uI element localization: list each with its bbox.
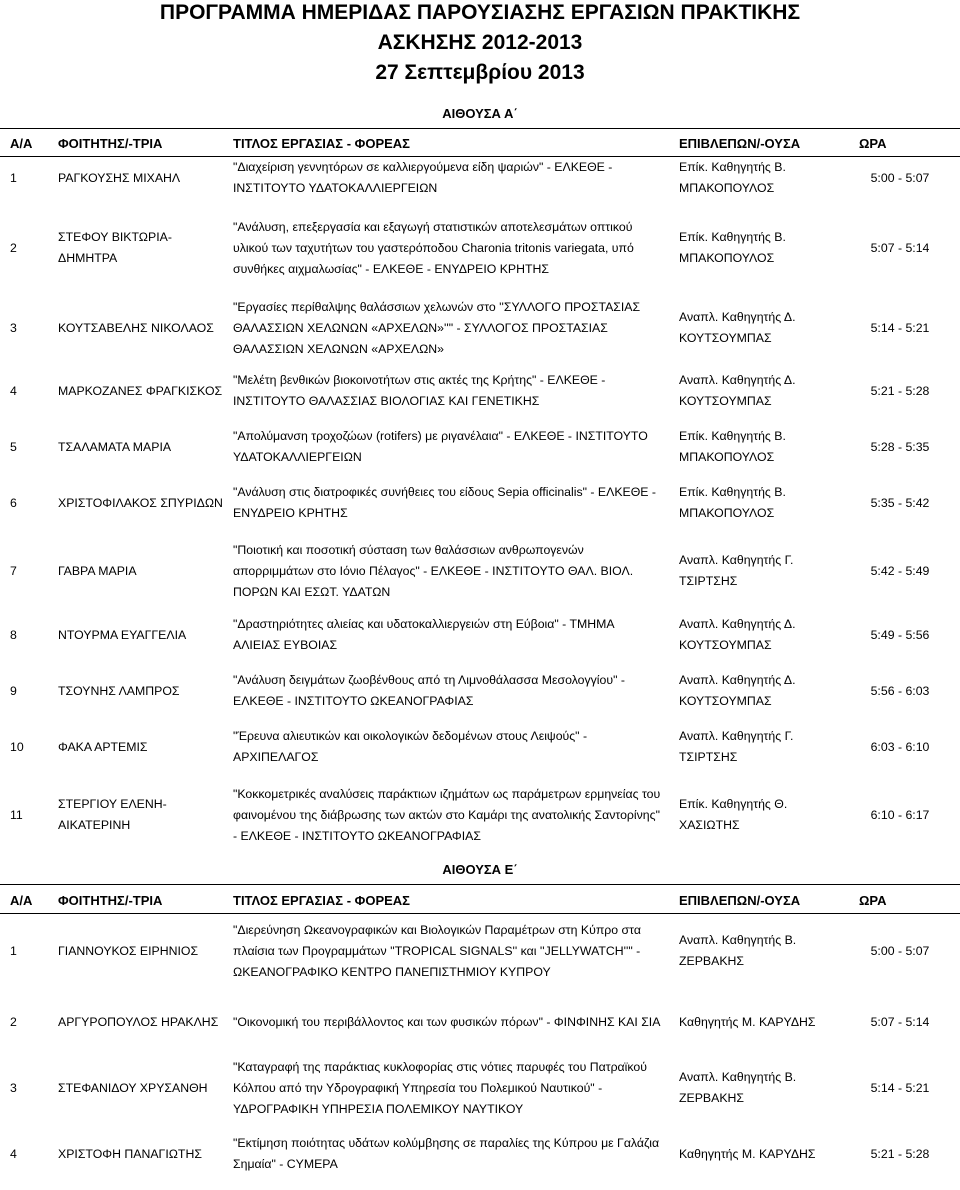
- row-number: 1: [10, 943, 17, 958]
- supervisor: Καθηγητής Μ. ΚΑΡΥΔΗΣ: [679, 1014, 816, 1029]
- project-title: "Διερεύνηση Ωκεανογραφικών και Βιολογικών Παραμέτρων στη Κύπρο στα πλαίσια των Προγραμμάτων ''TROPICAL SIGNALS'' και ''JELLYWATCH''" - ΩΚΕΑΝΟΓΡΑΦΙΚΟ ΚΕΝΤΡΟ ΠΑΝΕΠΙΣΤΗΜΙΟΥ ΚΥΠΡΟΥ: [233, 922, 641, 979]
- row-number: 4: [10, 1146, 17, 1161]
- supervisor: Επίκ. Καθηγητής Β. ΜΠΑΚΟΠΟΥΛΟΣ: [679, 160, 786, 195]
- row-number: 5: [10, 439, 17, 454]
- project-title: "Εκτίμηση ποιότητας υδάτων κολύμβησης σε παραλίες της Κύπρου με Γαλάζια Σημαία" - CYMEPA: [233, 1136, 660, 1171]
- project-title: "Έρευνα αλιευτικών και οικολογικών δεδομένων στους Λειψούς" - ΑΡΧΙΠΕΛΑΓΟΣ: [233, 729, 588, 764]
- row-number: 10: [10, 739, 24, 754]
- student-name: ΜΑΡΚΟΖΑΝΕΣ ΦΡΑΓΚΙΣΚΟΣ: [58, 383, 223, 398]
- col-header-student: ΦΟΙΤΗΤΗΣ/-ΤΡΙΑ: [58, 893, 163, 908]
- col-header-num: Α/Α: [10, 136, 33, 151]
- time-slot: 5:00 - 5:07: [870, 943, 930, 958]
- time-slot: 5:14 - 5:21: [870, 320, 930, 335]
- row-number: 8: [10, 627, 17, 642]
- header-bottom-rule: [0, 913, 960, 914]
- row-number: 6: [10, 495, 17, 510]
- row-number: 3: [10, 320, 17, 335]
- col-header-title: ΤΙΤΛΟΣ ΕΡΓΑΣΙΑΣ - ΦΟΡΕΑΣ: [233, 893, 410, 908]
- time-slot: 5:21 - 5:28: [870, 383, 930, 398]
- col-header-time: ΩΡΑ: [859, 893, 887, 908]
- time-slot: 5:21 - 5:28: [870, 1146, 930, 1161]
- row-number: 1: [10, 170, 17, 185]
- project-title: "Καταγραφή της παράκτιας κυκλοφορίας στις νότιες παρυφές του Πατραϊκού Κόλπου από την Υδρογραφική Υπηρεσία του Πολεμικού Ναυτικού" - ΥΔΡΟΓΡΑΦΙΚΗ ΥΠΗΡΕΣΙΑ ΠΟΛΕΜΙΚΟΥ ΝΑΥΤΙΚΟΥ: [233, 1059, 647, 1116]
- row-number: 2: [10, 1014, 17, 1029]
- row-number: 9: [10, 683, 17, 698]
- supervisor: Αναπλ. Καθηγητής Β. ΖΕΡΒΑΚΗΣ: [679, 933, 797, 968]
- page-title-line-2: ΑΣΚΗΣΗΣ 2012-2013: [377, 31, 583, 54]
- supervisor: Επίκ. Καθηγητής Θ. ΧΑΣΙΩΤΗΣ: [679, 797, 788, 832]
- time-slot: 6:03 - 6:10: [870, 739, 930, 754]
- supervisor: Αναπλ. Καθηγητής Δ. ΚΟΥΤΣΟΥΜΠΑΣ: [679, 373, 796, 408]
- row-number: 2: [10, 240, 17, 255]
- time-slot: 5:07 - 5:14: [870, 1014, 930, 1029]
- col-header-student: ΦΟΙΤΗΤΗΣ/-ΤΡΙΑ: [58, 136, 163, 151]
- time-slot: 5:42 - 5:49: [870, 563, 930, 578]
- table-top-rule: [0, 884, 960, 885]
- time-slot: 5:14 - 5:21: [870, 1080, 930, 1095]
- supervisor: Επίκ. Καθηγητής Β. ΜΠΑΚΟΠΟΥΛΟΣ: [679, 429, 786, 464]
- project-title: "Δραστηριότητες αλιείας και υδατοκαλλιεργειών στη Εύβοια" - ΤΜΗΜΑ ΑΛΙΕΙΑΣ ΕΥΒΟΙΑΣ: [233, 617, 614, 652]
- supervisor: Επίκ. Καθηγητής Β. ΜΠΑΚΟΠΟΥΛΟΣ: [679, 230, 786, 265]
- student-name: ΝΤΟΥΡΜΑ ΕΥΑΓΓΕΛΙΑ: [58, 627, 187, 642]
- project-title: "Μελέτη βενθικών βιοκοινοτήτων στις ακτές της Κρήτης" - ΕΛΚΕΘΕ - ΙΝΣΤΙΤΟΥΤΟ ΘΑΛΑΣΣΙΑΣ ΒΙΟΛΟΓΙΑΣ ΚΑΙ ΓΕΝΕΤΙΚΗΣ: [233, 373, 606, 408]
- time-slot: 5:07 - 5:14: [870, 240, 930, 255]
- project-title: "Κοκκομετρικές αναλύσεις παράκτιων ιζημάτων ως παράμετρων ερμηνείας του φαινομένου της διάβρωσης των ακτών στο Καμάρι της ανατολικής Σαντορίνης" - ΕΛΚΕΘΕ - ΙΝΣΤΙΤΟΥΤΟ ΩΚΕΑΝΟΓΡΑΦΙΑΣ: [233, 786, 661, 843]
- project-title: "Ανάλυση δειγμάτων ζωοβένθους από τη Λιμνοθάλασσα Μεσολογγίου" - ΕΛΚΕΘΕ - ΙΝΣΤΙΤΟΥΤΟ ΩΚΕΑΝΟΓΡΑΦΙΑΣ: [233, 673, 625, 708]
- student-name: ΚΟΥΤΣΑΒΕΛΗΣ ΝΙΚΟΛΑΟΣ: [58, 320, 214, 335]
- project-title: "Ποιοτική και ποσοτική σύσταση των θαλάσσιων ανθρωπογενών απορριμμάτων στο Ιόνιο Πέλαγος" - ΕΛΚΕΘΕ - ΙΝΣΤΙΤΟΥΤΟ ΘΑΛ. ΒΙΟΛ. ΠΟΡΩΝ ΚΑΙ ΕΣΩΤ. ΥΔΑΤΩΝ: [233, 542, 634, 599]
- student-name: ΤΣΟΥΝΗΣ ΛΑΜΠΡΟΣ: [58, 683, 180, 698]
- project-title: "Εργασίες περίθαλψης θαλάσσιων χελωνών στο ''ΣΥΛΛΟΓΟ ΠΡΟΣΤΑΣΙΑΣ ΘΑΛΑΣΣΙΩΝ ΧΕΛΩΝΩΝ «ΑΡΧΕΛΩΝ»''" - ΣΥΛΛΟΓΟΣ ΠΡΟΣΤΑΣΙΑΣ ΘΑΛΑΣΣΙΩΝ ΧΕΛΩΝΩΝ «ΑΡΧΕΛΩΝ»: [233, 299, 641, 356]
- col-header-title: ΤΙΤΛΟΣ ΕΡΓΑΣΙΑΣ - ΦΟΡΕΑΣ: [233, 136, 410, 151]
- student-name: ΣΤΕΦΑΝΙΔΟΥ ΧΡΥΣΑΝΘΗ: [58, 1080, 208, 1095]
- student-name: ΤΣΑΛΑΜΑΤΑ ΜΑΡΙΑ: [58, 439, 172, 454]
- time-slot: 5:00 - 5:07: [870, 170, 930, 185]
- row-number: 4: [10, 383, 17, 398]
- student-name: ΓΙΑΝΝΟΥΚΟΣ ΕΙΡΗΝΙΟΣ: [58, 943, 199, 958]
- supervisor: Καθηγητής Μ. ΚΑΡΥΔΗΣ: [679, 1146, 816, 1161]
- supervisor: Αναπλ. Καθηγητής Γ. ΤΣΙΡΤΣΗΣ: [679, 553, 794, 588]
- time-slot: 5:35 - 5:42: [870, 495, 930, 510]
- col-header-time: ΩΡΑ: [859, 136, 887, 151]
- student-name: ΡΑΓΚΟΥΣΗΣ ΜΙΧΑΗΛ: [58, 170, 181, 185]
- supervisor: Αναπλ. Καθηγητής Δ. ΚΟΥΤΣΟΥΜΠΑΣ: [679, 617, 796, 652]
- student-name: ΦΑΚΑ ΑΡΤΕΜΙΣ: [58, 739, 148, 754]
- student-name: ΧΡΙΣΤΟΦΗ ΠΑΝΑΓΙΩΤΗΣ: [58, 1146, 202, 1161]
- time-slot: 5:56 - 6:03: [870, 683, 930, 698]
- hall-label: ΑΙΘΟΥΣΑ Α΄: [442, 106, 518, 121]
- col-header-supervisor: ΕΠΙΒΛΕΠΩΝ/-ΟΥΣΑ: [679, 136, 801, 151]
- student-name: ΣΤΕΡΓΙΟΥ ΕΛΕΝΗ-ΑΙΚΑΤΕΡΙΝΗ: [58, 797, 167, 832]
- project-title: "Ανάλυση, επεξεργασία και εξαγωγή στατιστικών αποτελεσμάτων οπτικού υλικού των ταχυτήτων του γαστερόποδου Charonia tritonis variegata, υπό συνθήκες αιχμαλωσίας" - ΕΛΚΕΘΕ - ΕΝΥΔΡΕΙΟ ΚΡΗΤΗΣ: [233, 219, 634, 276]
- supervisor: Αναπλ. Καθηγητής Γ. ΤΣΙΡΤΣΗΣ: [679, 729, 794, 764]
- time-slot: 6:10 - 6:17: [870, 807, 930, 822]
- student-name: ΧΡΙΣΤΟΦΙΛΑΚΟΣ ΣΠΥΡΙΔΩΝ: [58, 495, 223, 510]
- hall-label: ΑΙΘΟΥΣΑ Ε΄: [442, 862, 518, 877]
- supervisor: Αναπλ. Καθηγητής Β. ΖΕΡΒΑΚΗΣ: [679, 1070, 797, 1105]
- student-name: ΣΤΕΦΟΥ ΒΙΚΤΩΡΙΑ-ΔΗΜΗΤΡΑ: [58, 230, 172, 265]
- project-title: "Ανάλυση στις διατροφικές συνήθειες του είδους Sepia officinalis" - ΕΛΚΕΘΕ - ΕΝΥΔΡΕΙΟ ΚΡΗΤΗΣ: [233, 485, 657, 520]
- col-header-supervisor: ΕΠΙΒΛΕΠΩΝ/-ΟΥΣΑ: [679, 893, 801, 908]
- page-title-line-3: 27 Σεπτεμβρίου 2013: [375, 61, 585, 84]
- student-name: ΑΡΓΥΡΟΠΟΥΛΟΣ ΗΡΑΚΛΗΣ: [58, 1014, 219, 1029]
- project-title: "Απολύμανση τροχοζώων (rotifers) με ριγανέλαια" - ΕΛΚΕΘΕ - ΙΝΣΤΙΤΟΥΤΟ ΥΔΑΤΟΚΑΛΛΙΕΡΓΕΙΩΝ: [233, 429, 648, 464]
- project-title: "Διαχείριση γεννητόρων σε καλλιεργούμενα είδη ψαριών" - ΕΛΚΕΘΕ - ΙΝΣΤΙΤΟΥΤΟ ΥΔΑΤΟΚΑΛΛΙΕΡΓΕΙΩΝ: [233, 160, 613, 195]
- page-title-line-1: ΠΡΟΓΡΑΜΜΑ ΗΜΕΡΙΔΑΣ ΠΑΡΟΥΣΙΑΣΗΣ ΕΡΓΑΣΙΩΝ ΠΡΑΚΤΙΚΗΣ: [159, 1, 801, 24]
- time-slot: 5:49 - 5:56: [870, 627, 930, 642]
- row-number: 7: [10, 563, 17, 578]
- supervisor: Αναπλ. Καθηγητής Δ. ΚΟΥΤΣΟΥΜΠΑΣ: [679, 310, 796, 345]
- student-name: ΓΑΒΡΑ ΜΑΡΙΑ: [58, 563, 137, 578]
- row-number: 11: [10, 807, 23, 822]
- row-number: 3: [10, 1080, 17, 1095]
- col-header-num: Α/Α: [10, 893, 33, 908]
- project-title: "Οικονομική του περιβάλλοντος και των φυσικών πόρων" - ΦΙΝΦΙΝΗΣ ΚΑΙ ΣΙΑ: [233, 1014, 661, 1029]
- time-slot: 5:28 - 5:35: [870, 439, 930, 454]
- supervisor: Επίκ. Καθηγητής Β. ΜΠΑΚΟΠΟΥΛΟΣ: [679, 485, 786, 520]
- table-top-rule: [0, 128, 960, 129]
- supervisor: Αναπλ. Καθηγητής Δ. ΚΟΥΤΣΟΥΜΠΑΣ: [679, 673, 796, 708]
